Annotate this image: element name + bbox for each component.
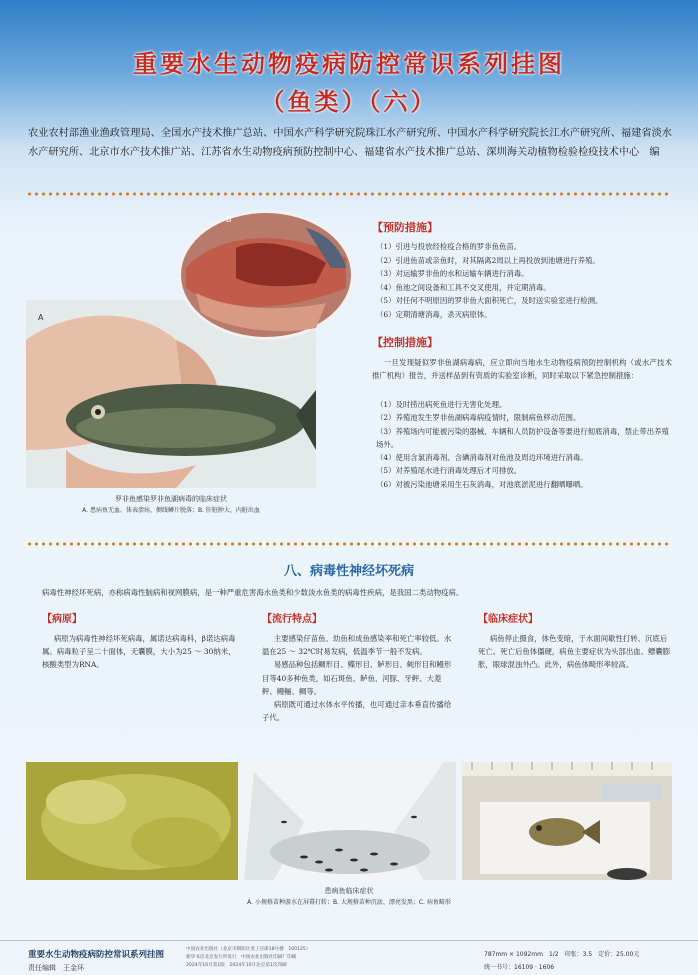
control-intro: 一旦发现疑似罗非鱼湖病毒病，应立即向当地水生动物疫病预防控制机构（或水产技术推广机构）报告，并送样品到有资质的实验室诊断，同时采取以下紧急控制措施： (372, 358, 672, 381)
vnn-photo-c-drawing (462, 762, 672, 880)
prevention-item: （1）引进与投放经检疫合格的罗非鱼鱼苗。 (376, 242, 522, 251)
control-heading: 【控制措施】 (372, 336, 438, 349)
epidemic-paragraph: 病原既可通过水体水平传播，也可通过亲本垂直传播给子代。 (262, 700, 452, 723)
footer-publisher (186, 946, 310, 970)
control-item: （4）使用含氯消毒剂、含碘消毒剂对鱼池及周边环境进行消毒。 (376, 453, 588, 463)
pathogen-paragraph: 病原为病毒性神经坏死病毒，属诺达病毒科，β诺达病毒属。病毒粒子呈二十面体，无囊膜，大小为25 ～ 30纳米，核酸类型为RNA。 (42, 634, 236, 670)
control-item: （2）养殖池发生罗非鱼湖病毒病疫情时，限制病鱼移动范围。 (376, 413, 581, 423)
title-line-1: 重要水生动物疫病防控常识系列挂图 (133, 50, 565, 78)
control-item: （6）对被污染池塘采用生石灰消毒，对池底淤泥进行翻晒曝晒。 (376, 479, 588, 489)
symptom-text (478, 632, 672, 672)
vnn-photo-c (462, 762, 672, 880)
symptom-heading: 【临床症状】 (478, 614, 538, 625)
pathogen-heading: 【病原】 (42, 614, 82, 625)
prevention-item: （6）定期清塘消毒，杀灭病原体。 (376, 309, 492, 319)
tilapia-photo-b-drawing (176, 208, 356, 343)
photo-b-label: B (226, 215, 232, 224)
publisher-line: 2024年10月第1版 2024年10月北京第1次印刷 (186, 963, 287, 968)
section-8-intro: 病毒性神经坏死病，亦称病毒性脑病和视网膜病，是一种严重危害海水鱼类和少数淡水鱼类的病毒性疾病，是我国二类动物疫病。 (42, 588, 464, 597)
vnn-photo-b (244, 762, 456, 880)
footer-editor: 责任编辑 王金环 (28, 964, 84, 972)
tilapia-photo-b (176, 208, 356, 343)
pathogen-text (42, 632, 236, 672)
footer-series-title: 重要水生动物疫病防控常识系列挂图 (28, 950, 165, 960)
photo-a-label: A (38, 313, 44, 322)
title-line-2: （鱼类）（六） (260, 88, 438, 116)
prevention-item: （4）鱼池之间设备和工具不交叉使用，并定期消毒。 (376, 282, 551, 292)
section-8-heading: 八、病毒性神经坏死病 (283, 564, 414, 579)
control-item: （1）及时捞出病死鱼进行无害化处理。 (376, 400, 507, 409)
dotted-divider-top (26, 192, 672, 196)
spec-line: 787mm × 1092mm 1/2 印张：3.5 定价：25.00元 (484, 951, 640, 958)
control-item: （5）对养殖尾水进行消毒处理后才可排放。 (376, 466, 522, 476)
vnn-photo-caption-detail: A. 小规格苗种游水在屏幕打转；B. 大规格苗种沉底、漂亮发黑；C. 病鱼畸形 (247, 899, 451, 906)
epidemic-heading: 【流行特点】 (262, 614, 322, 625)
publisher-line: 新华书店北京发行所发行 中国农业出版社印刷厂印刷 (186, 955, 297, 960)
prevention-item: （3）对运输罗非鱼的水和运输车辆进行消毒。 (376, 269, 529, 278)
dotted-divider-middle (26, 542, 672, 546)
prevention-heading: 【预防措施】 (372, 221, 438, 234)
tilapia-photo-caption-title: 罗非鱼感染罗非鱼湖病毒的临床症状 (115, 495, 227, 503)
vnn-photo-caption-title: 患病鱼临床症状 (324, 887, 374, 895)
vnn-photo-a-drawing (26, 762, 238, 880)
prevention-item: （2）引进鱼苗或亲鱼时，对其隔离2周以上再投放到池塘进行养殖。 (376, 255, 600, 265)
vnn-photo-a (26, 762, 238, 880)
tilapia-photo-caption-detail: A. 患病鱼无血、体表溃疡，侧线鳞片脱落；B. 肝脏肿大、内脏出血 (82, 507, 260, 514)
publisher-line: 中国农业出版社（北京市朝阳区麦子店街18号楼 100125） (186, 947, 311, 952)
symptom-paragraph: 病鱼停止摄食，体色变暗，于水面间歇性打转、沉底后死亡。死亡后鱼体僵硬，病鱼主要症状为头部出血、鳔囊膨胀，眼球混浊外凸。此外，病鱼体畸形率较高。 (478, 634, 671, 670)
prevention-list (376, 240, 676, 321)
epidemic-paragraph: 主要感染仔苗鱼、幼鱼和成鱼感染率和死亡率较低。水温在25 ～ 32℃时易发病，低温季节一般不发病。 (262, 634, 452, 657)
control-item: （3）养殖场内可能被污染的器械、车辆和人员防护设备等要进行彻底消毒，禁止带出养殖场外。 (376, 426, 669, 449)
isbn-line: 统一书号：16109 · 1606 (484, 964, 555, 971)
authors-text: 农业农村部渔业渔政管理局、全国水产技术推广总站、中国水产科学研究院珠江水产研究所、中国水产科学研究院长江水产研究所、福建省淡水水产研究所、北京市水产技术推广站、江苏省水生动物疫病预防控制中心、福建省水产技术推广总站、深圳海关动植物检验检疫技术中心 编 (28, 128, 672, 158)
prevention-item: （5）对任何不明原因的罗非鱼大面积死亡，及时送实验室进行检测。 (376, 296, 603, 305)
footer-spec (484, 948, 639, 974)
epidemic-text (262, 632, 456, 724)
epidemic-paragraph: 易感品种包括鲷形目、鲽形目、鲈形目、鲀形目和鳗形目等40多种鱼类，如石斑鱼、鲈鱼、河豚、牙鲆、大菱鲆、鳗鲡、鲷等。 (262, 660, 452, 696)
vnn-photo-b-drawing (244, 762, 456, 880)
control-list (376, 398, 674, 491)
